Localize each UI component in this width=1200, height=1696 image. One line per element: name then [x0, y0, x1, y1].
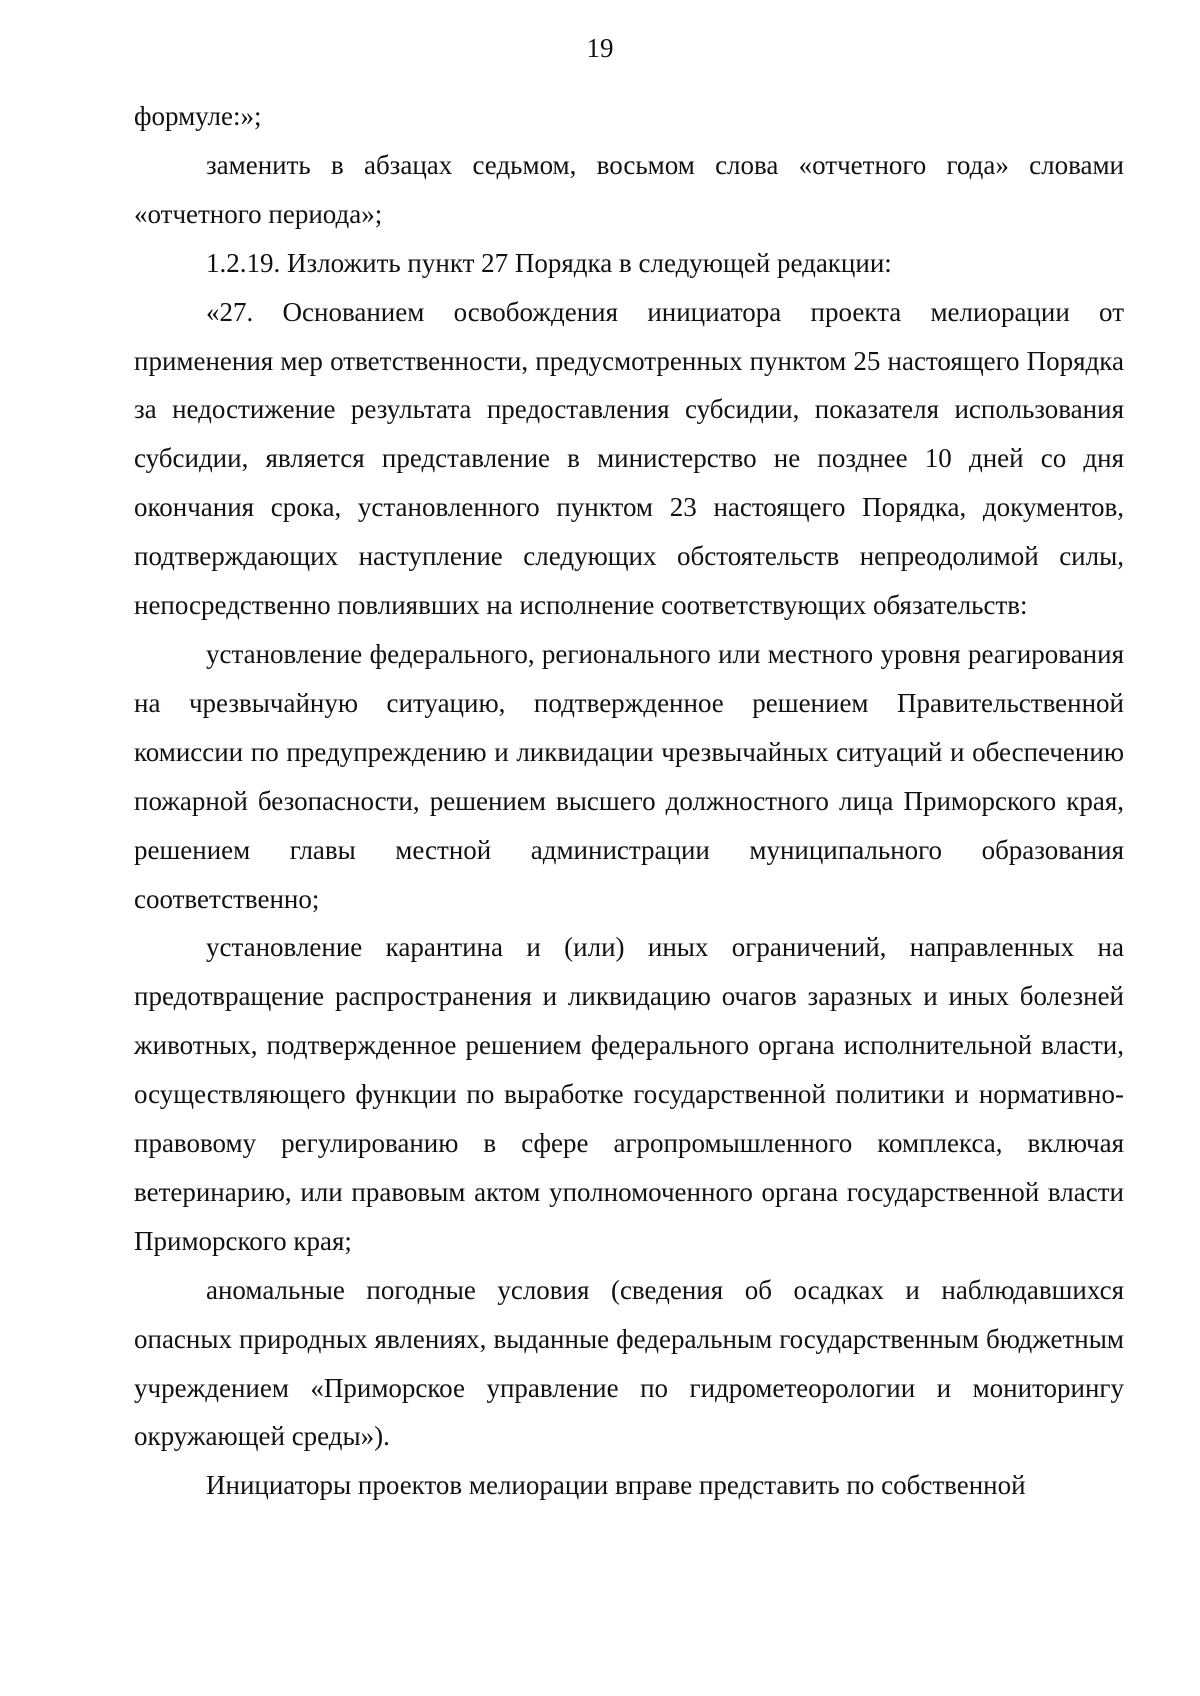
paragraph-formula-end: формуле:»;: [134, 101, 262, 131]
paragraph-emergency-response: установление федерального, регионального или местного уровня реагирования на чрезвычайную ситуацию, подтвержденное решением Правительственной комиссии по предупреждению и ликвидации чрезвычайных ситуаций и обеспечению пожарной безопасности, решением высшего должностного лица Приморского края, решением главы местной администрации муниципального образования соответственно;: [134, 638, 1124, 914]
paragraph-item-1-2-19: 1.2.19. Изложить пункт 27 Порядка в следующей редакции:: [206, 247, 892, 278]
paragraph-weather-conditions: аномальные погодные условия (сведения об осадках и наблюдавшихся опасных природных явлениях, выданные федеральным государственным бюджетным учреждением «Приморское управление по гидрометеорологии и мониторингу окружающей среды»).: [134, 1274, 1124, 1452]
paragraph-replace-words: заменить в абзацах седьмом, восьмом слова «отчетного года» словами «отчетного периода»;: [134, 149, 1124, 229]
page-number: 19: [586, 33, 614, 63]
paragraph-quarantine: установление карантина и (или) иных ограничений, направленных на предотвращение распространения и ликвидацию очагов заразных и иных болезней животных, подтвержденное решением федерального органа исполнительной власти, осуществляющего функции по выработке государственной политики и нормативно-правовому регулированию в сфере агропромышленного комплекса, включая ветеринарию, или правовым актом уполномоченного органа государственной власти Приморского края;: [134, 932, 1124, 1256]
document-body: [134, 92, 1124, 1510]
paragraph-item-27: «27. Основанием освобождения инициатора проекта мелиорации от применения мер ответственности, предусмотренных пунктом 25 настоящего Порядка за недостижение результата предоставления субсидии, показателя использования субсидии, является представление в министерство не позднее 10 дней со дня окончания срока, установленного пунктом 23 настоящего Порядка, документов, подтверждающих наступление следующих обстоятельств непреодолимой силы, непосредственно повлиявших на исполнение соответствующих обязательств:: [134, 296, 1124, 621]
paragraph-initiators: Инициаторы проектов мелиорации вправе представить по собственной: [206, 1470, 1026, 1501]
